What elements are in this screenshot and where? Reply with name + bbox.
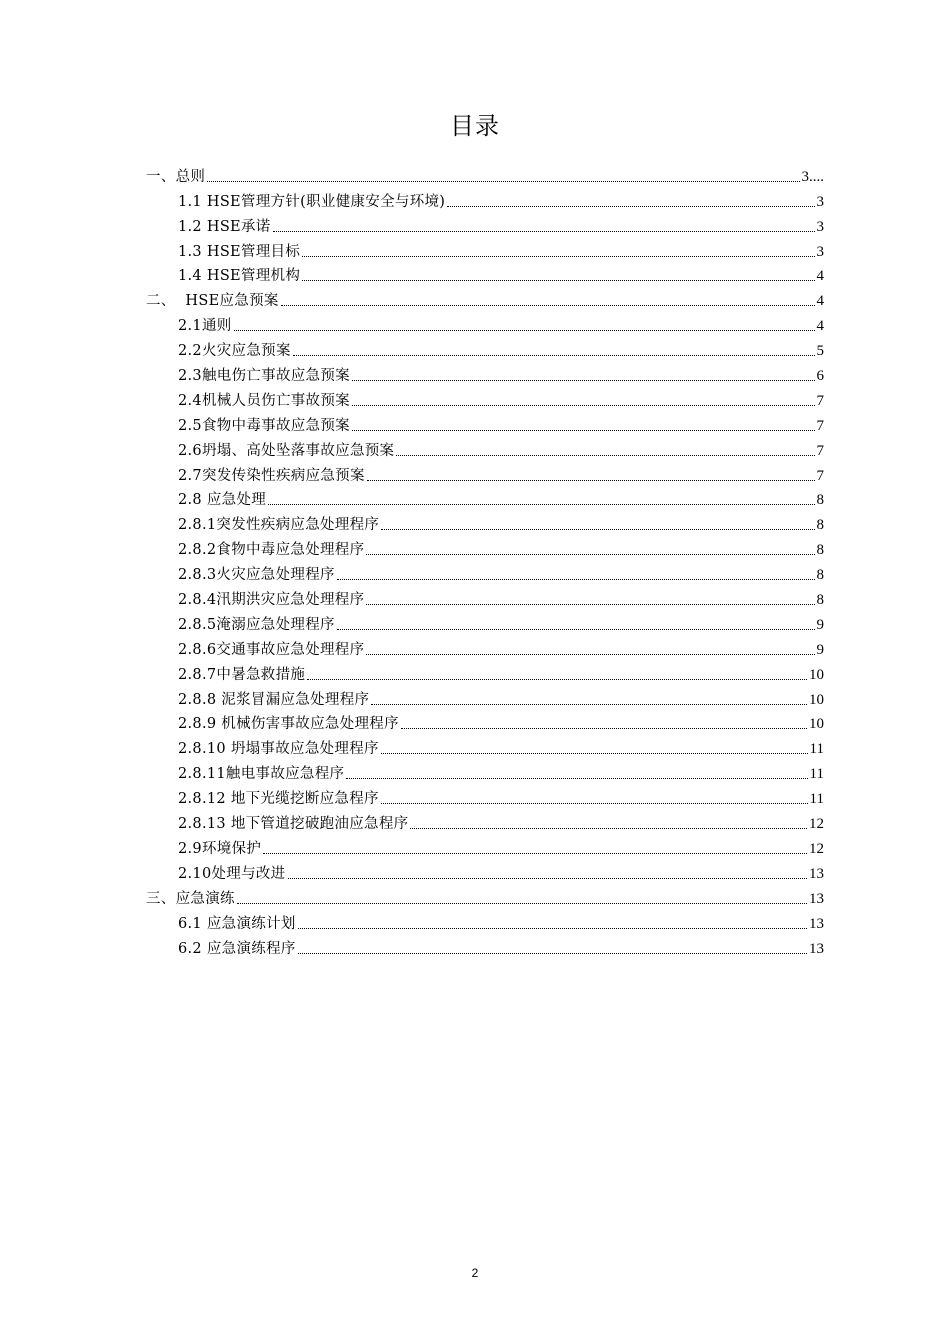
- toc-entry-label: 2.8.3火灾应急处理程序: [178, 567, 335, 584]
- dot-leader: [307, 679, 807, 680]
- toc-entry-hse-emergency-plan[interactable]: [146, 286, 824, 311]
- toc-page-number: 11: [809, 741, 824, 758]
- toc-entry-label: 1.2 HSE承诺: [178, 218, 271, 235]
- toc-entry-label: 2.6坍塌、高处坠落事故应急预案: [178, 442, 395, 459]
- toc-entry-label: 1.4 HSE管理机构: [178, 268, 301, 285]
- toc-page-number: 10: [809, 716, 824, 733]
- page-number-footer: 2: [471, 1266, 479, 1280]
- toc-page-number: 8: [816, 592, 824, 609]
- toc-entry-general[interactable]: [146, 162, 824, 187]
- toc-entry-2-8[interactable]: [146, 486, 824, 511]
- dot-leader: [293, 355, 815, 356]
- toc-page-number: 3: [816, 243, 824, 260]
- toc-page-number: 7: [816, 417, 824, 434]
- toc-page-number: 8: [816, 517, 824, 534]
- toc-entry-label: 2.1通则: [178, 318, 232, 335]
- toc-entry-label: 2.8.2食物中毒应急处理程序: [178, 542, 365, 559]
- toc-entry-2-8-12[interactable]: [146, 784, 824, 809]
- dot-leader: [281, 305, 815, 306]
- toc-entry-2-5[interactable]: [146, 411, 824, 436]
- toc-entry-label: 2.8.7中暑急救措施: [178, 666, 306, 683]
- table-of-contents: [146, 162, 826, 959]
- toc-page-number: 7: [816, 392, 824, 409]
- toc-entry-2-10[interactable]: [146, 859, 824, 884]
- toc-entry-label: 2.8.9 机械伤害事故应急处理程序: [178, 716, 399, 733]
- dot-leader: [234, 330, 815, 331]
- dot-leader: [268, 504, 814, 505]
- toc-entry-2-8-3[interactable]: [146, 560, 824, 585]
- toc-entry-2-9[interactable]: [146, 834, 824, 859]
- dot-leader: [337, 579, 815, 580]
- toc-entry-label: 2.7突发传染性疾病应急预案: [178, 467, 365, 484]
- toc-entry-label: 2.3触电伤亡事故应急预案: [178, 368, 350, 385]
- toc-entry-2-2[interactable]: [146, 336, 824, 361]
- dot-leader: [366, 604, 814, 605]
- toc-page-number: 4: [816, 268, 824, 285]
- toc-entry-2-6[interactable]: [146, 436, 824, 461]
- toc-entry-label: 一、总则: [146, 168, 206, 185]
- toc-entry-2-8-13[interactable]: [146, 809, 824, 834]
- toc-page-number: 3....: [801, 168, 824, 185]
- toc-page-number: 9: [816, 616, 824, 633]
- toc-entry-label: 2.8 应急处理: [178, 492, 267, 509]
- dot-leader: [352, 405, 815, 406]
- dot-leader: [366, 654, 814, 655]
- toc-entry-6-2[interactable]: [146, 934, 824, 959]
- dot-leader: [366, 554, 814, 555]
- toc-entry-1-3[interactable]: [146, 237, 824, 262]
- toc-entry-emergency-drill[interactable]: [146, 884, 824, 909]
- dot-leader: [263, 853, 807, 854]
- toc-entry-2-8-6[interactable]: [146, 635, 824, 660]
- dot-leader: [298, 953, 807, 954]
- toc-entry-label: 2.8.8 泥浆冒漏应急处理程序: [178, 691, 370, 708]
- toc-page-number: 13: [809, 940, 824, 957]
- toc-entry-1-1[interactable]: [146, 187, 824, 212]
- toc-entry-2-8-7[interactable]: [146, 660, 824, 685]
- toc-page-number: 7: [816, 442, 824, 459]
- toc-entry-2-8-1[interactable]: [146, 510, 824, 535]
- toc-entry-label: 2.8.12 地下光缆挖断应急程序: [178, 791, 379, 808]
- dot-leader: [273, 231, 815, 232]
- toc-page-number: 5: [816, 343, 824, 360]
- dot-leader: [237, 903, 807, 904]
- toc-entry-2-4[interactable]: [146, 386, 824, 411]
- toc-entry-6-1[interactable]: [146, 909, 824, 934]
- toc-entry-label: 2.8.4汛期洪灾应急处理程序: [178, 592, 365, 609]
- toc-entry-2-3[interactable]: [146, 361, 824, 386]
- page-title: 目录: [450, 112, 500, 140]
- toc-entry-label: 2.8.10 坍塌事故应急处理程序: [178, 741, 379, 758]
- toc-entry-2-8-4[interactable]: [146, 585, 824, 610]
- dot-leader: [396, 455, 814, 456]
- toc-entry-label: 1.3 HSE管理目标: [178, 243, 301, 260]
- toc-page-number: 13: [809, 865, 824, 882]
- toc-entry-label: 2.8.1突发性疾病应急处理程序: [178, 517, 380, 534]
- dot-leader: [352, 430, 815, 431]
- toc-page-number: 7: [816, 467, 824, 484]
- toc-entry-label: 2.8.13 地下管道挖破跑油应急程序: [178, 816, 409, 833]
- toc-page-number: 10: [809, 666, 824, 683]
- toc-page-number: 4: [816, 293, 824, 310]
- toc-entry-2-8-9[interactable]: [146, 710, 824, 735]
- toc-page-number: 13: [809, 890, 824, 907]
- toc-entry-label: 2.5食物中毒事故应急预案: [178, 417, 350, 434]
- toc-entry-2-1[interactable]: [146, 311, 824, 336]
- dot-leader: [371, 704, 807, 705]
- dot-leader: [302, 256, 814, 257]
- toc-page-number: 6: [816, 368, 824, 385]
- toc-page-number: 8: [816, 567, 824, 584]
- toc-entry-label: 1.1 HSE管理方针(职业健康安全与环境): [178, 193, 446, 210]
- toc-entry-2-8-5[interactable]: [146, 610, 824, 635]
- toc-page-number: 3: [816, 193, 824, 210]
- dot-leader: [346, 778, 807, 779]
- dot-leader: [288, 878, 808, 879]
- toc-entry-label: 2.8.5淹溺应急处理程序: [178, 616, 335, 633]
- toc-entry-label: 二、 HSE应急预案: [146, 293, 279, 310]
- toc-entry-2-7[interactable]: [146, 461, 824, 486]
- dot-leader: [367, 480, 815, 481]
- toc-entry-2-8-8[interactable]: [146, 685, 824, 710]
- toc-entry-label: 2.8.11触电事故应急程序: [178, 766, 345, 783]
- toc-page-number: 8: [816, 542, 824, 559]
- dot-leader: [337, 629, 815, 630]
- toc-page-number: 8: [816, 492, 824, 509]
- toc-entry-label: 6.1 应急演练计划: [178, 915, 296, 932]
- dot-leader: [410, 828, 807, 829]
- toc-page-number: 11: [809, 791, 824, 808]
- toc-page-number: 12: [809, 840, 824, 857]
- toc-page-number: 9: [816, 641, 824, 658]
- toc-page-number: 13: [809, 915, 824, 932]
- dot-leader: [381, 753, 808, 754]
- toc-entry-label: 6.2 应急演练程序: [178, 940, 296, 957]
- toc-entry-label: 2.10处理与改进: [178, 865, 286, 882]
- toc-page-number: 10: [809, 691, 824, 708]
- toc-entry-2-8-10[interactable]: [146, 734, 824, 759]
- toc-entry-1-4[interactable]: [146, 262, 824, 287]
- toc-entry-1-2[interactable]: [146, 212, 824, 237]
- toc-entry-label: 2.2火灾应急预案: [178, 343, 291, 360]
- dot-leader: [352, 380, 815, 381]
- toc-page-number: 4: [816, 318, 824, 335]
- toc-entry-2-8-11[interactable]: [146, 759, 824, 784]
- toc-entry-label: 三、应急演练: [146, 890, 235, 907]
- toc-entry-label: 2.4机械人员伤亡事故预案: [178, 392, 350, 409]
- dot-leader: [298, 928, 807, 929]
- toc-entry-label: 2.9环境保护: [178, 840, 262, 857]
- toc-page-number: 3: [816, 218, 824, 235]
- toc-page-number: 12: [809, 816, 824, 833]
- dot-leader: [447, 206, 814, 207]
- toc-entry-2-8-2[interactable]: [146, 535, 824, 560]
- dot-leader: [401, 728, 807, 729]
- toc-entry-label: 2.8.6交通事故应急处理程序: [178, 641, 365, 658]
- dot-leader: [302, 280, 814, 281]
- toc-page-number: 11: [809, 766, 824, 783]
- dot-leader: [381, 529, 814, 530]
- dot-leader: [207, 181, 799, 182]
- dot-leader: [381, 803, 808, 804]
